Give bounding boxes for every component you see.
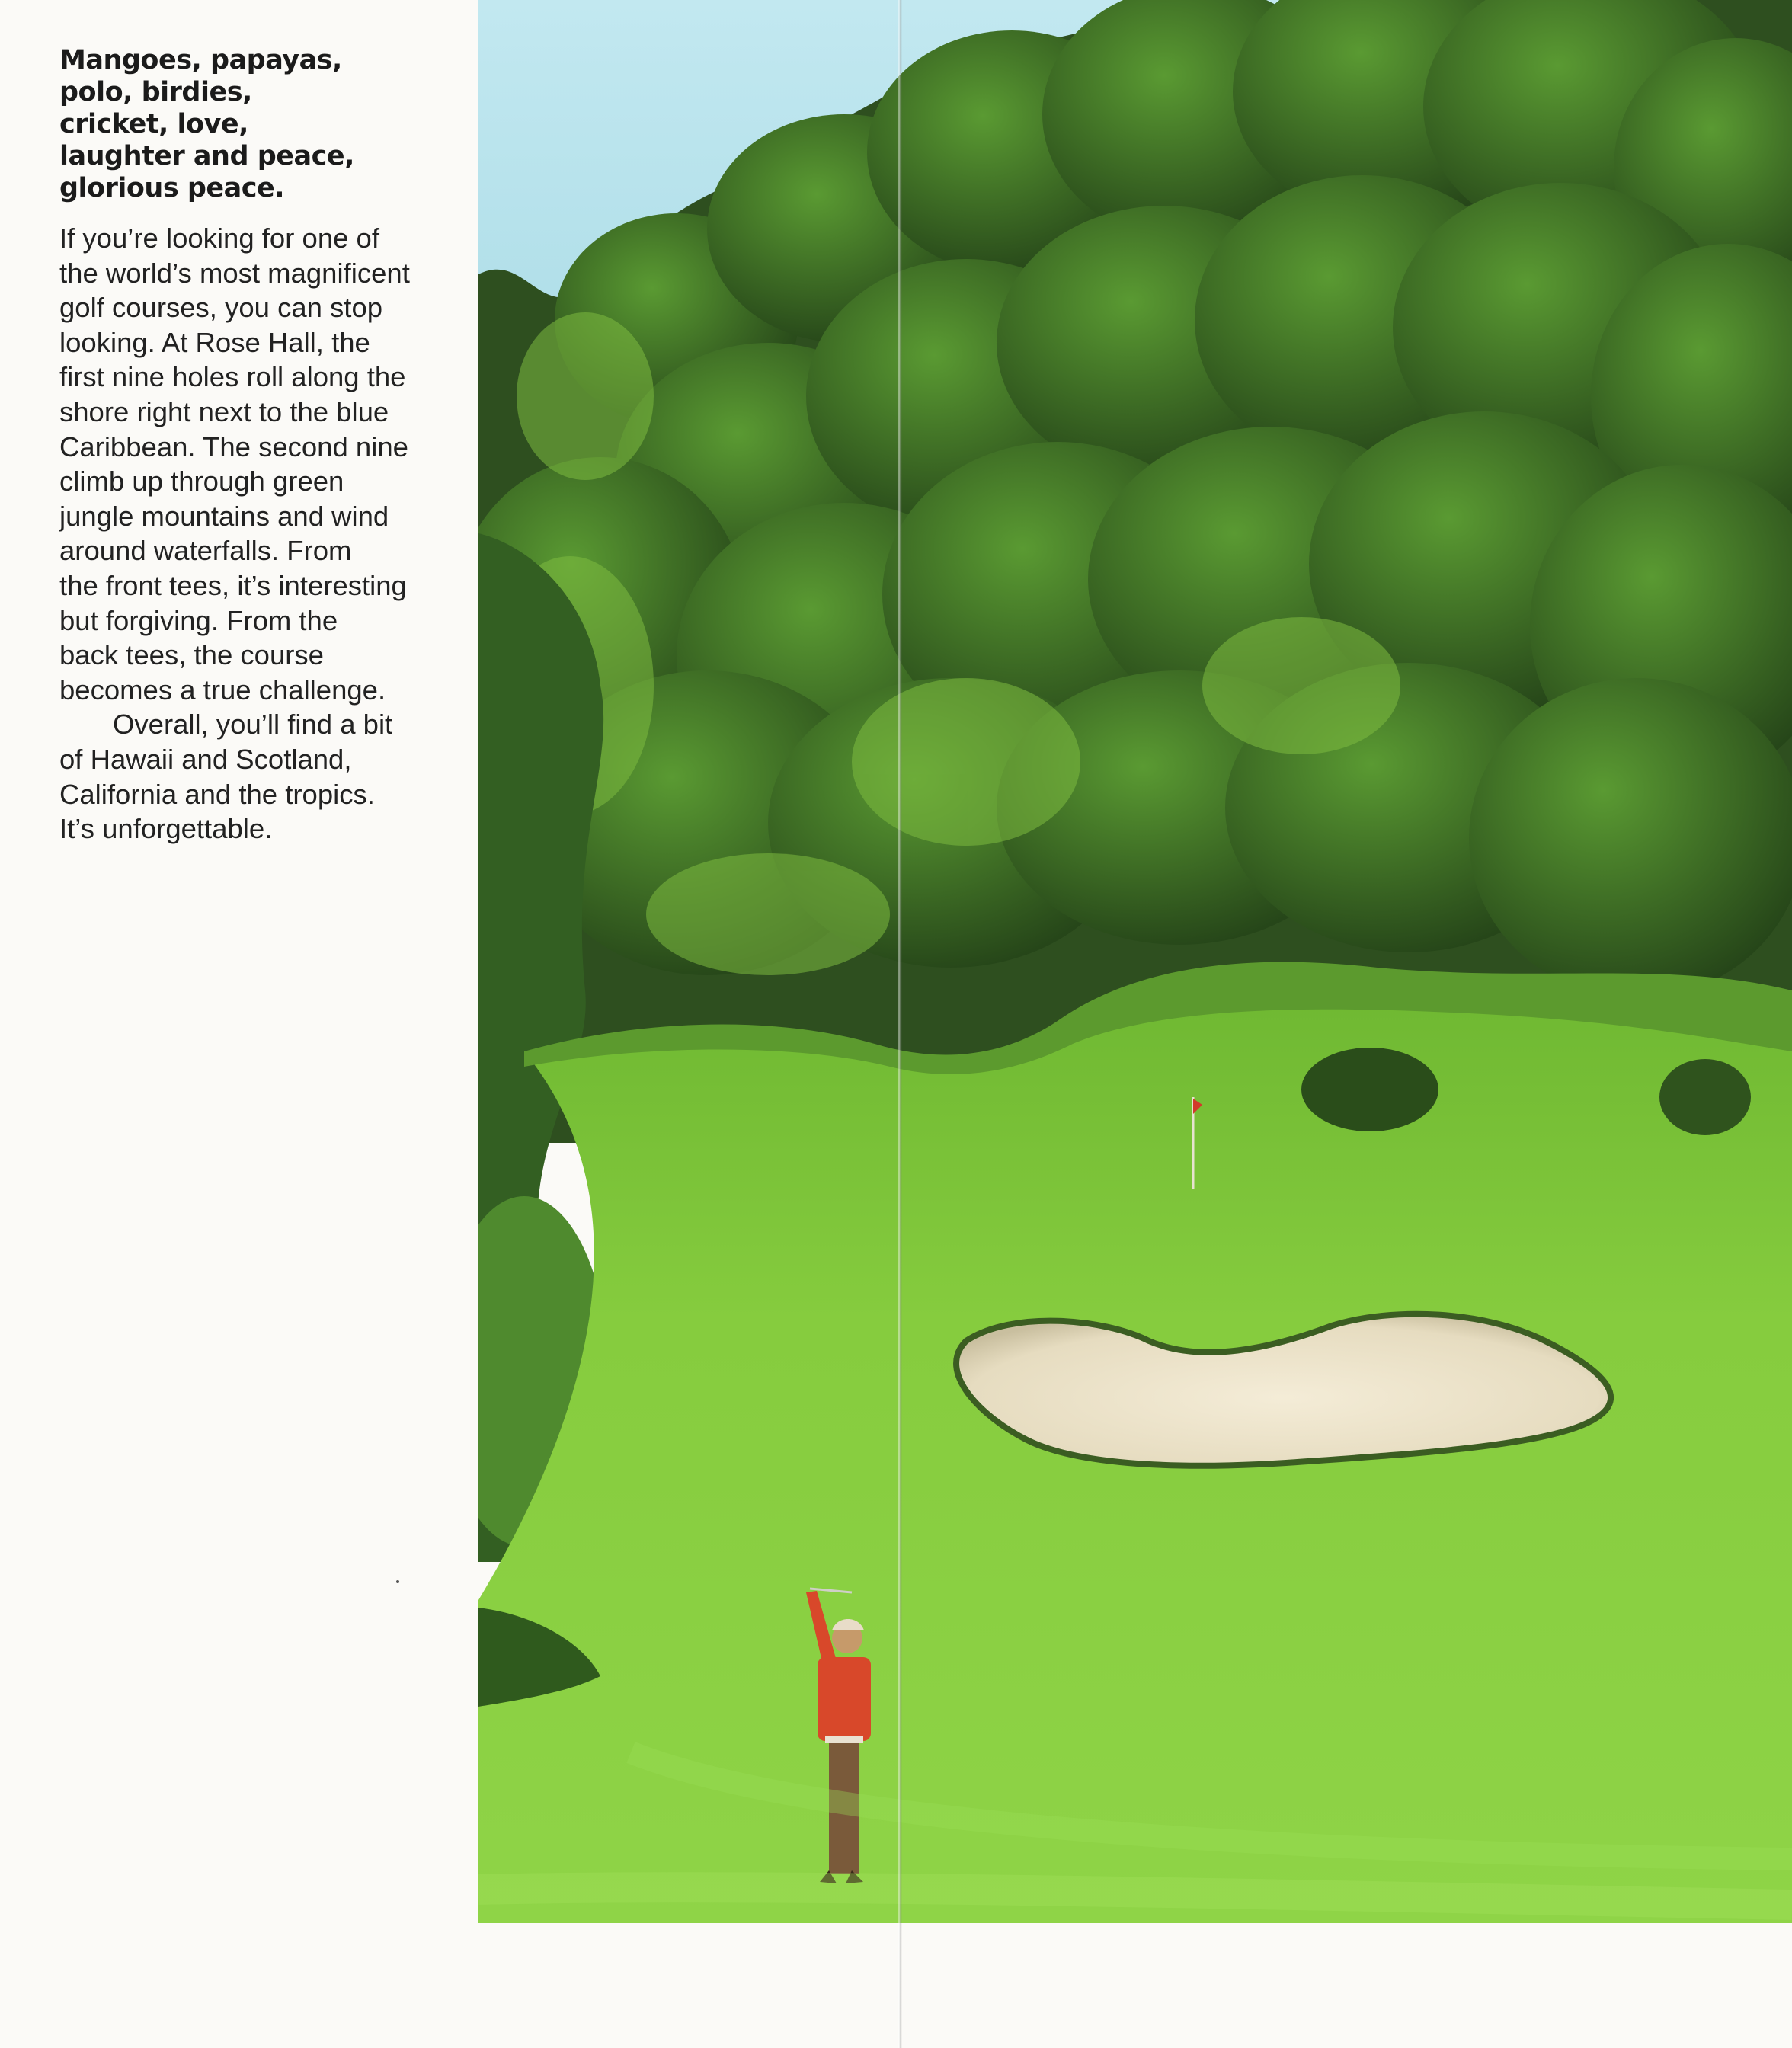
body-line: shore right next to the blue <box>59 395 389 427</box>
headline-line: laughter and peace, <box>59 141 354 171</box>
body-line: If you’re looking for one of <box>59 222 379 254</box>
body-line: first nine holes roll along the <box>59 361 406 393</box>
body-line: golf courses, you can stop <box>59 292 383 324</box>
fold-crease <box>898 0 902 2048</box>
print-speck <box>396 1580 399 1583</box>
paragraph-1 <box>59 221 471 707</box>
body-line: the front tees, it’s interesting <box>59 569 407 601</box>
body-line: Overall, you’ll find a bit <box>113 709 393 741</box>
body-line: of Hawaii and Scotland, <box>59 743 352 775</box>
body-line: It’s unforgettable. <box>59 813 273 845</box>
body-line: California and the tropics. <box>59 778 375 810</box>
headline-line: cricket, love, <box>59 109 248 139</box>
body-line: back tees, the course <box>59 639 324 671</box>
body-line: but forgiving. From the <box>59 604 338 636</box>
body-line: Caribbean. The second nine <box>59 430 408 462</box>
golf-course-photo <box>478 0 1792 1923</box>
paragraph-2 <box>59 707 471 846</box>
body-line: becomes a true challenge. <box>59 674 386 706</box>
headline-line: glorious peace. <box>59 173 285 203</box>
headline-line: Mangoes, papayas, <box>59 45 342 75</box>
body-line: looking. At Rose Hall, the <box>59 326 370 358</box>
text-column <box>59 44 471 846</box>
headline-line: polo, birdies, <box>59 77 252 107</box>
headline <box>59 44 471 204</box>
body-line: jungle mountains and wind <box>59 500 389 532</box>
body-line: the world’s most magnificent <box>59 257 410 289</box>
body-line: around waterfalls. From <box>59 535 352 567</box>
body-line: climb up through green <box>59 466 344 498</box>
body-copy <box>59 221 471 846</box>
